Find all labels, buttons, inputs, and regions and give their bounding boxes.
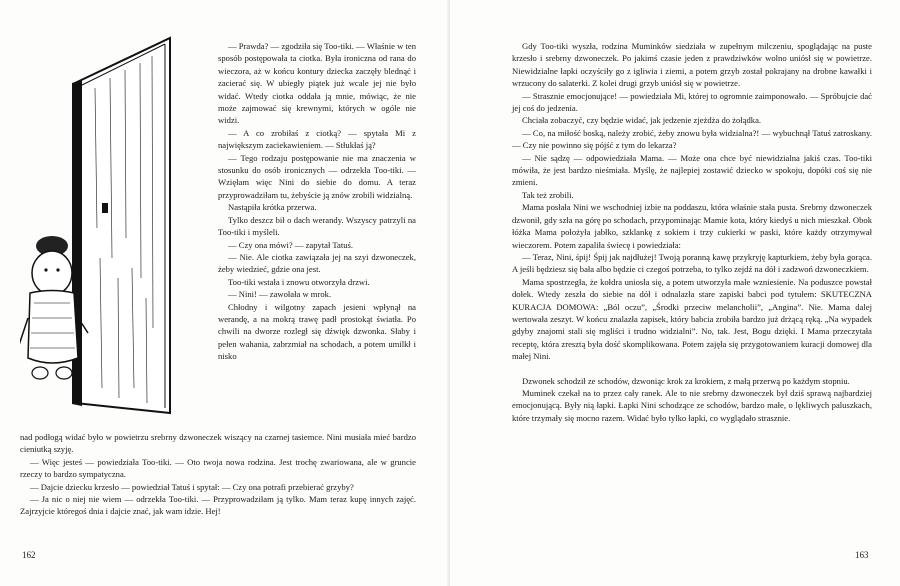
- paragraph: — Co, na miłość boską, należy zrobić, żeby znowu była widzialna?! — wybuchnął Tatuś zatroskany. — Czy nie powinno się pójść z tym do lekarza?: [512, 127, 872, 151]
- paragraph: — Nie sądzę — odpowiedziała Mama. — Może ona chce być niewidzialna jakiś czas. Too-tiki mówiła, że jest bardzo nieśmiała. Myślę, że najlepiej zostawić dziecko w spokoju, dopóki coś się nie zmieni.: [512, 152, 872, 188]
- paragraph: Chłodny i wilgotny zapach jesieni wpłynął na werandę, a na mokrą trawę padł prostokąt światła. Po chwili na dworze rozległ się dźwięk dzwonka. Słaby i pełen wahania, zabrzmiał na schodach, a potem umilkł i nisko: [218, 301, 416, 362]
- paragraph: Tylko deszcz bił o dach werandy. Wszyscy patrzyli na Too-tiki i myśleli.: [218, 214, 416, 238]
- paragraph: Dzwonek schodził ze schodów, dzwoniąc krok za krokiem, z małą przerwą po każdym stopniu.: [522, 375, 850, 386]
- paragraph: — Strasznie emocjonujące! — powiedziała Mi, której to ogromnie zaimponowało. — Spróbujcie dać jej coś do jedzenia.: [512, 90, 872, 114]
- paragraph: Too-tiki wstała i znowu otworzyła drzwi.: [228, 276, 370, 287]
- paragraph: Mama posłała Nini we wschodniej izbie na poddaszu, która właśnie stała pusta. Srebrny dzwoneczek dzwonił, gdy szła na górę po schodach, przypominając Mamie kota, który kiedyś u nich mieszkał. Obok łóżka Mama położyła jabłko, szklankę z sokiem i trzy cukierki w paski, które każdy otrzymywał wieczorem. Potem zapaliła świecę i powiedziała:: [512, 202, 872, 250]
- paragraph: — Ja nic o niej nie wiem — odrzekła Too-tiki. — Przyprowadziłam ją tylko. Mam teraz kupę innych zajęć. Zajrzyjcie któregoś dnia i dajcie znać, jak wam idzie. Hej!: [20, 494, 416, 517]
- paragraph: — Teraz, Nini, śpij! Śpij jak najdłużej! Twoją poranną kawę przykryję kapturkiem, żeby była gorąca. A jeśli będziesz się bała albo będzie ci czegoś potrzeba, to tylko zejdź na dół i zadzwoń dzwoneczkiem.: [512, 251, 872, 275]
- paragraph: Muminek czekał na to przez cały ranek. Ale to nie srebrny dzwoneczek był dziś sprawą najbardziej emocjonującą. Były nią łapki. Łapki Nini schodzące ze schodów, bardzo małe, o lękliwych paluszkach, które trzymały się mocno razem. Widać było tylko łapki, co wyglądało strasznie.: [512, 387, 872, 423]
- paragraph: — Więc jesteś — powiedziała Too-tiki. — Oto twoja nowa rodzina. Jest trochę zwariowana, ale w gruncie rzeczy to bardzo sympatyczna.: [20, 456, 416, 480]
- page-number: 162: [22, 550, 36, 560]
- paragraph: — A co zrobiłaś z ciotką? — spytała Mi z największym zaciekawieniem. — Stłukłaś ją?: [218, 127, 416, 151]
- paragraph: — Dajcie dziecku krzesło — powiedział Tatuś i spytał: — Czy ona potrafi przebierać grzyby?: [30, 481, 354, 492]
- paragraph: — Tego rodzaju postępowanie nie ma znaczenia w stosunku do osób ironicznych — odrzekła Too-tiki. — Wzięłam więc Nini do siebie do domu. A teraz przyprowadziłam tu, żebyście ją znów zrobili widzialną.: [218, 152, 416, 200]
- paragraph: nad podłogą widać było w powietrzu srebrny dzwoneczek wiszący na czarnej tasiemce. Nini musiała mieć bardzo cieniutką szyję.: [20, 432, 416, 455]
- paragraph: Mama spostrzegła, że kołdra uniosła się, a potem utworzyła małe wzniesienie. Na poduszce powstał dołek. Wtedy zeszła do siebie na dół i odnalazła stare zapiski babci pod tytułem: SKUTECZNA KURACJA DOMOWA: „Ból oczu”, „Środki przeciw melancholii”, „Angina”. Nie. Mama dalej wertowała zeszyt. W końcu znalazła zapisek, który babcia zrobiła bardzo już drżącą ręką. „Na wypadek gdyby znajomi stali się mgliści i trudno widzialni”. No, tak. Jest, Bogu dzięki. I Mama przeczytała receptę, która zresztą była dość skomplikowana. Potem zajęła się przygotowaniem kuracji domowej dla małej Nini.: [512, 276, 872, 362]
- left-top-text: [218, 40, 416, 363]
- page-number: 163: [855, 550, 869, 560]
- right-text: [512, 40, 872, 424]
- paragraph: Chciała zobaczyć, czy będzie widać, jak jedzenie zjeżdża do żołądka.: [522, 115, 762, 126]
- paragraph: Nastąpiła krótka przerwa.: [228, 202, 317, 213]
- paragraph: — Prawda? — zgodziła się Too-tiki. — Właśnie w ten sposób postępowała ta ciotka. Była ironiczna od rana do wieczora, aż w końcu kontury dziecka zaczęły blednąć i zacierać się. W ubiegły piątek już wcale jej nie było widać. Wtedy ciotka oddała ją mnie, mówiąc, że nie może zajmować się krewnymi, których w ogóle nie widzi.: [218, 41, 416, 126]
- door-illustration: [20, 28, 210, 428]
- paragraph: — Nie. Ale ciotka zawiązała jej na szyi dzwoneczek, żeby wiedzieć, gdzie ona jest.: [218, 251, 416, 275]
- paragraph: — Czy ona mówi? — zapytał Tatuś.: [228, 239, 354, 250]
- left-bottom-text: [20, 431, 416, 518]
- paragraph: — Nini! — zawołała w mrok.: [228, 289, 332, 300]
- paragraph: Tak też zrobili.: [522, 189, 574, 200]
- paragraph: Gdy Too-tiki wyszła, rodzina Muminków siedziała w zupełnym milczeniu, spoglądając na puste krzesło i srebrny dzwoneczek. Po jakimś czasie jeden z prawdziwków wolno uniósł się w powietrze. Niewidzialne łapki oczyściły go z igliwia i ziemi, a potem grzyb został pokrajany na drobne kawałki i wrzucony do salaterki. Z kolei drugi grzyb uniósł się w powietrze.: [512, 41, 872, 89]
